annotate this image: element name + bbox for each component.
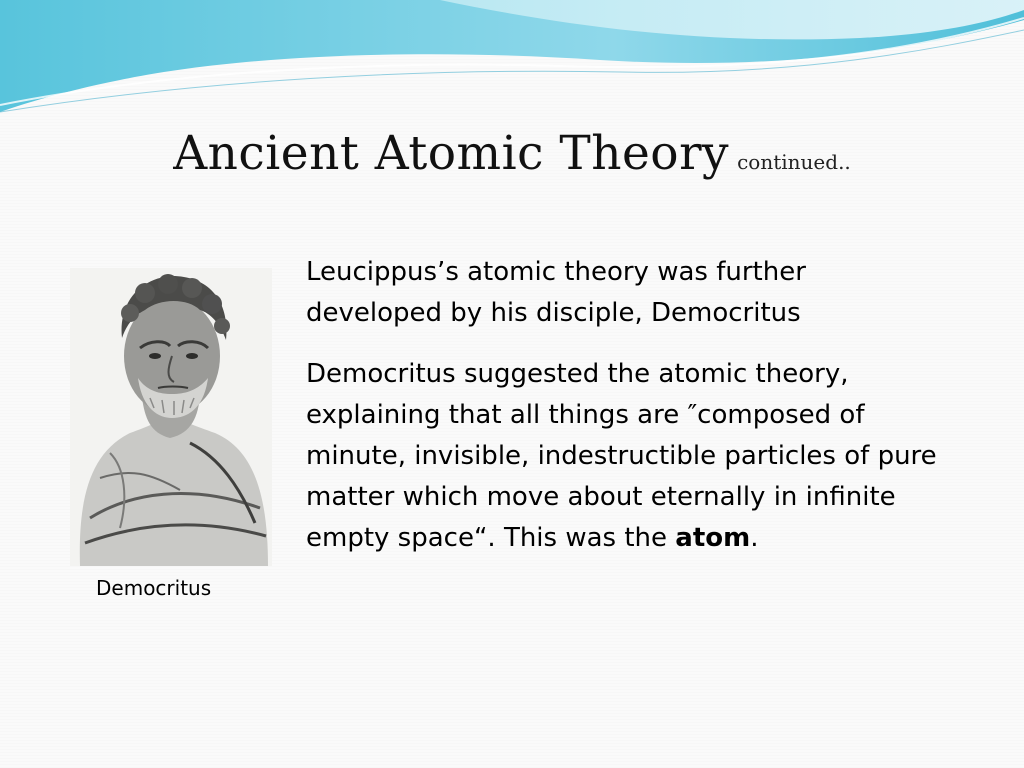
bust-icon: [70, 268, 272, 566]
slide-body: [306, 252, 946, 579]
slide-title: [0, 126, 1024, 181]
header-wave-decoration: [0, 0, 1024, 120]
paragraph-end-punctuation: .: [750, 523, 759, 553]
title-suffix: continued..: [737, 150, 851, 174]
portrait-caption: Democritus: [96, 576, 212, 600]
paragraph-democritus-text: Democritus suggested the atomic theory, explaining that all things are ″composed of minute, invisible, indestructible particles of pure matter which move about eternally in infinite empty space“. This was the: [306, 359, 937, 553]
title-main: Ancient Atomic Theory: [173, 126, 730, 181]
atom-keyword: atom: [675, 523, 751, 553]
paragraph-democritus: [306, 354, 946, 559]
democritus-portrait: [70, 268, 272, 566]
paragraph-leucippus: Leucippus’s atomic theory was further developed by his disciple, Democritus: [306, 257, 806, 328]
